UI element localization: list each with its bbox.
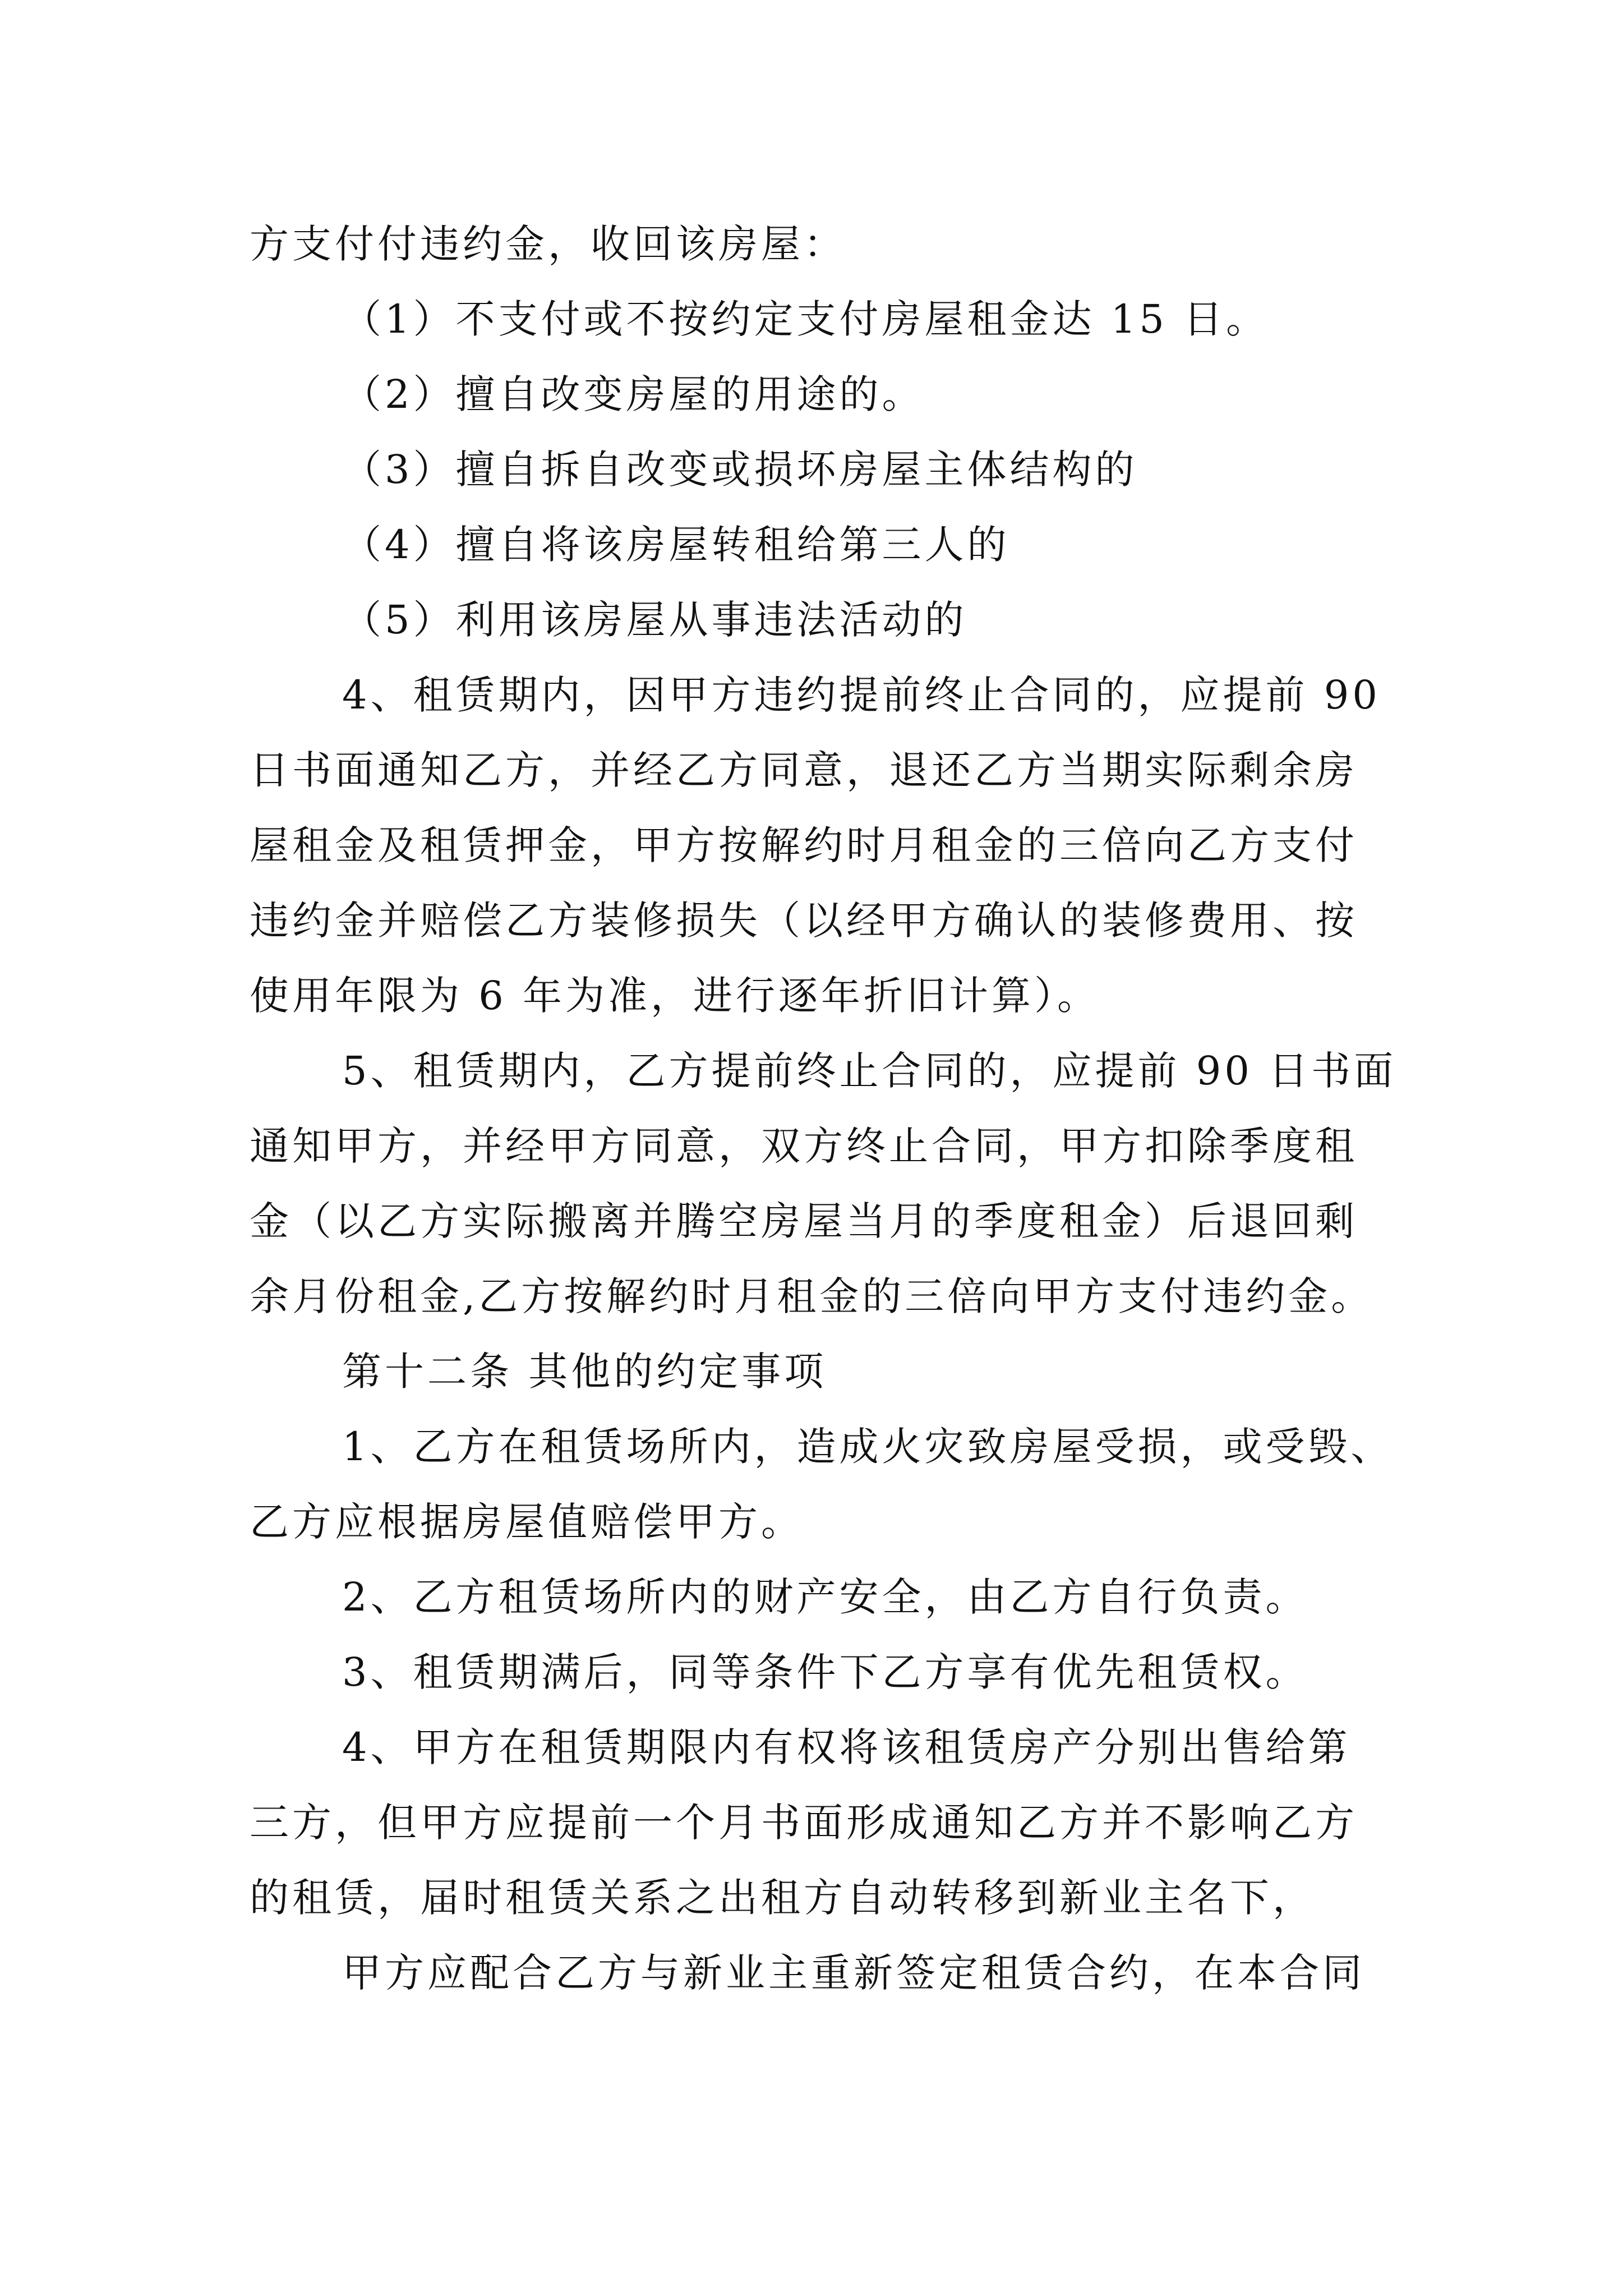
paragraph-line: 2、乙方租赁场所内的财产安全，由乙方自行负责。 — [342, 1574, 1308, 1620]
paragraph-line: 5、租赁期内，乙方提前终止合同的，应提前 90 日书面 — [342, 1048, 1397, 1094]
list-item: （1）不支付或不按约定支付房屋租金达 15 日。 — [342, 296, 1269, 342]
paragraph-line: 的租赁，届时租赁关系之出租方自动转移到新业主名下， — [250, 1875, 1315, 1921]
paragraph-line: 乙方应根据房屋值赔偿甲方。 — [250, 1499, 804, 1545]
paragraph-line: 违约金并赔偿乙方装修损失（以经甲方确认的装修费用、按 — [250, 898, 1358, 944]
paragraph-line: 甲方应配合乙方与新业主重新签定租赁合约，在本合同 — [342, 1950, 1365, 1996]
list-item: （5）利用该房屋从事违法活动的 — [342, 597, 967, 643]
paragraph-line: 1、乙方在租赁场所内，造成火灾致房屋受损，或受毁、 — [342, 1424, 1394, 1470]
list-item: （4）擅自将该房屋转租给第三人的 — [342, 522, 1010, 568]
paragraph-line: 余月份租金,乙方按解约时月租金的三倍向甲方支付违约金。 — [250, 1273, 1374, 1319]
paragraph-line: 3、租赁期满后，同等条件下乙方享有优先租赁权。 — [342, 1649, 1308, 1695]
paragraph-line: 日书面通知乙方，并经乙方同意，退还乙方当期实际剩余房 — [250, 747, 1358, 793]
paragraph-line: 4、租赁期内，因甲方违约提前终止合同的，应提前 90 — [342, 672, 1381, 718]
list-item: （3）擅自拆自改变或损坏房屋主体结构的 — [342, 447, 1138, 493]
paragraph-line: 4、甲方在租赁期限内有权将该租赁房产分别出售给第 — [342, 1724, 1351, 1770]
paragraph-line: 金（以乙方实际搬离并腾空房屋当月的季度租金）后退回剩 — [250, 1198, 1358, 1244]
section-heading: 第十二条 其他的约定事项 — [342, 1349, 827, 1395]
paragraph-line: 三方，但甲方应提前一个月书面形成通知乙方并不影响乙方 — [250, 1800, 1358, 1846]
text-line: 方支付付违约金，收回该房屋： — [250, 221, 846, 267]
list-item: （2）擅自改变房屋的用途的。 — [342, 371, 925, 417]
paragraph-line: 通知甲方，并经甲方同意，双方终止合同，甲方扣除季度租 — [250, 1123, 1358, 1169]
paragraph-line: 使用年限为 6 年为准，进行逐年折旧计算）。 — [250, 973, 1100, 1019]
paragraph-line: 屋租金及租赁押金，甲方按解约时月租金的三倍向乙方支付 — [250, 822, 1358, 868]
